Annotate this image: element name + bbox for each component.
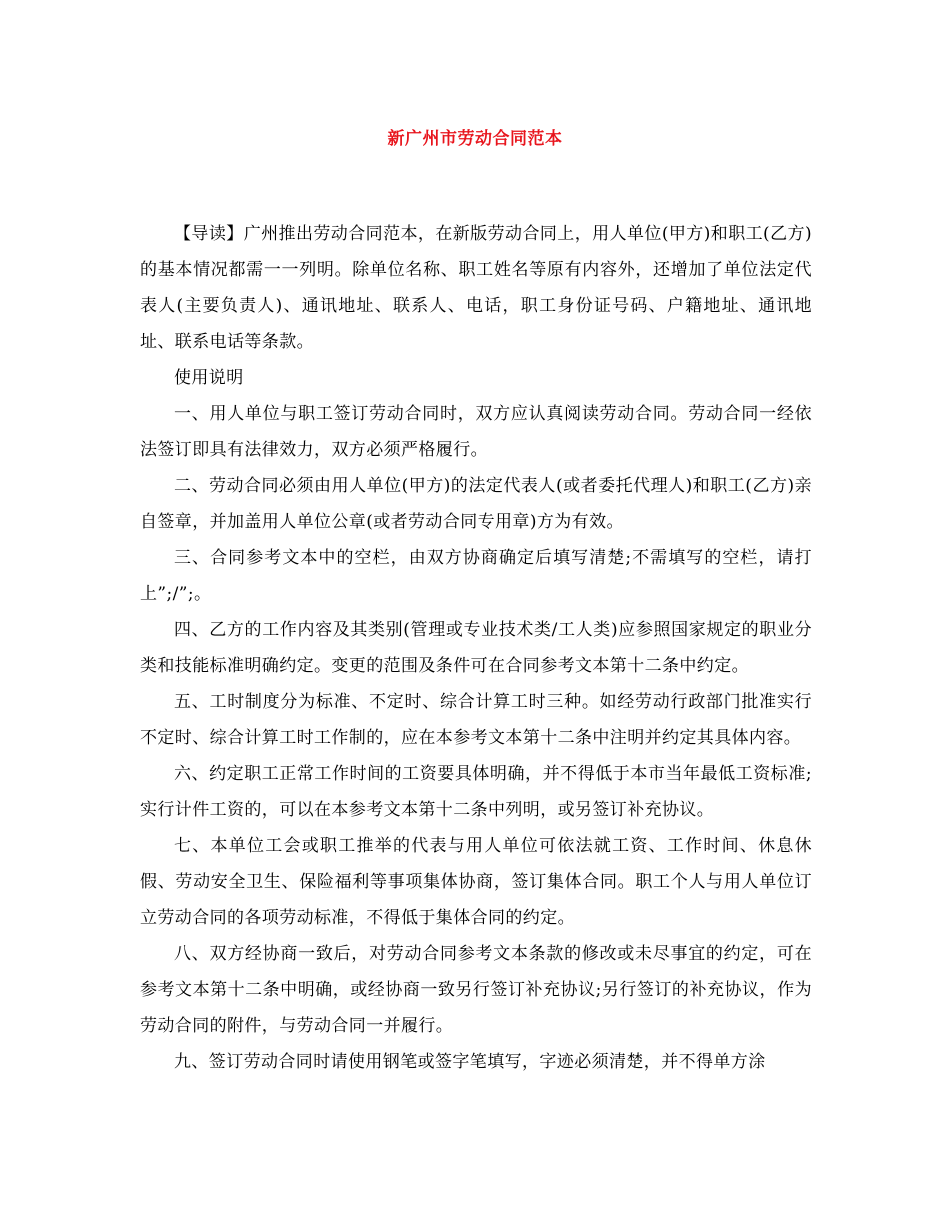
section-heading-instructions: 使用说明 (174, 368, 244, 388)
instruction-item-6: 六、约定职工正常工作时间的工资要具体明确，并不得低于本市当年最低工资标准;实行计件工资的，可以在本参考文本第十二条中列明，或另签订补充协议。 (140, 764, 812, 820)
document-body (140, 216, 812, 1080)
instruction-item-4: 四、乙方的工作内容及其类别(管理或专业技术类/工人类)应参照国家规定的职业分类和技能标准明确约定。变更的范围及条件可在合同参考文本第十二条中约定。 (140, 620, 812, 676)
instruction-item-1: 一、用人单位与职工签订劳动合同时，双方应认真阅读劳动合同。劳动合同一经依法签订即具有法律效力，双方必须严格履行。 (140, 404, 812, 460)
instruction-item-5: 五、工时制度分为标准、不定时、综合计算工时三种。如经劳动行政部门批准实行不定时、综合计算工时工作制的，应在本参考文本第十二条中注明并约定其具体内容。 (140, 692, 812, 748)
intro-paragraph: 【导读】广州推出劳动合同范本，在新版劳动合同上，用人单位(甲方)和职工(乙方)的基本情况都需一一列明。除单位名称、职工姓名等原有内容外，还增加了单位法定代表人(主要负责人)、通讯地址、联系人、电话，职工身份证号码、户籍地址、通讯地址、联系电话等条款。 (140, 224, 812, 352)
document-title: 新广州市劳动合同范本 (387, 129, 563, 149)
instruction-item-3: 三、合同参考文本中的空栏，由双方协商确定后填写清楚;不需填写的空栏，请打上”;/”;。 (140, 548, 812, 604)
instruction-item-9: 九、签订劳动合同时请使用钢笔或签字笔填写，字迹必须清楚，并不得单方涂 (174, 1052, 766, 1072)
instruction-item-8: 八、双方经协商一致后，对劳动合同参考文本条款的修改或未尽事宜的约定，可在参考文本第十二条中明确，或经协商一致另行签订补充协议;另行签订的补充协议，作为劳动合同的附件，与劳动合同一并履行。 (140, 944, 812, 1036)
instruction-item-2: 二、劳动合同必须由用人单位(甲方)的法定代表人(或者委托代理人)和职工(乙方)亲自签章，并加盖用人单位公章(或者劳动合同专用章)方为有效。 (140, 476, 812, 532)
instruction-item-7: 七、本单位工会或职工推举的代表与用人单位可依法就工资、工作时间、休息休假、劳动安全卫生、保险福利等事项集体协商，签订集体合同。职工个人与用人单位订立劳动合同的各项劳动标准，不得低于集体合同的约定。 (140, 836, 812, 928)
